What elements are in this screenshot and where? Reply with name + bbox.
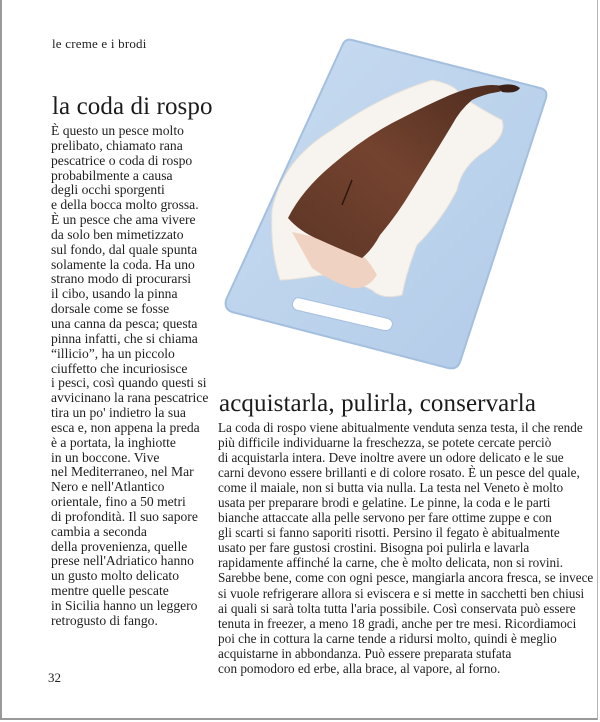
text-line: ciuffetto che incuriosisce xyxy=(51,360,188,376)
text-line: sul fondo, dal quale spunta xyxy=(51,241,198,257)
text-line: della provenienza, quelle xyxy=(51,538,188,554)
page-number: 32 xyxy=(48,670,61,685)
text-line: prelibato, chiamato rana xyxy=(51,137,183,153)
text-line: È un pesce che ama vivere xyxy=(51,212,196,228)
text-line: è a portata, la inghiotte xyxy=(51,434,176,450)
text-line: acquistarne in abbondanza. Può essere preparata stufata xyxy=(218,645,512,661)
text-line: dorsale come se fosse xyxy=(51,301,170,317)
text-line: di acquistarla intera. Deve inoltre avere un odore delicato e le sue xyxy=(218,450,564,466)
text-line: ai quali si sarà tolta tutta l'aria possibile. Così conservata può essere xyxy=(218,600,576,616)
sidebar-paragraph xyxy=(51,124,211,629)
text-line: La coda di rospo viene abitualmente venduta senza testa, il che rende xyxy=(218,420,583,435)
text-line: in un boccone. Vive xyxy=(51,449,160,465)
text-line: il cibo, usando la pinna xyxy=(51,286,178,302)
text-line: e della bocca molto grossa. xyxy=(51,197,199,213)
text-line: “illicio”, ha un piccolo xyxy=(51,345,175,361)
text-line: con pomodoro ed erbe, alla brace, al vapore, al forno. xyxy=(218,660,501,676)
cutting-board-illustration xyxy=(202,0,600,380)
text-line: un gusto molto delicato xyxy=(51,568,179,584)
text-line: orientale, fino a 50 metri xyxy=(51,494,186,510)
text-line: tenuta in freezer, a meno 18 gradi, anche per tre mesi. Ricordiamoci xyxy=(218,615,577,631)
section-paragraph xyxy=(218,420,598,676)
text-line: pinna infatti, che si chiama xyxy=(51,330,198,346)
text-line: cambia a seconda xyxy=(51,523,147,539)
section-title: acquistarla, pulirla, conservarla xyxy=(219,390,537,417)
text-line: Nero e nell'Atlantico xyxy=(51,479,165,495)
text-line: in Sicilia hanno un leggero xyxy=(51,598,198,613)
text-line: tira un po' indietro la sua xyxy=(51,405,186,421)
text-line: come il maiale, non si butta via nulla. La testa nel Veneto è molto xyxy=(218,480,564,496)
text-line: solamente la coda. Ha uno xyxy=(51,256,195,272)
text-line: usata per preparare brodi e gelatine. Le pinne, la coda e le parti xyxy=(218,495,551,511)
text-line: una canna da pesca; questa xyxy=(51,315,198,331)
text-line: di profondità. Il suo sapore xyxy=(51,508,198,524)
text-line: bianche attaccate alla pelle servono per fare ottime zuppe e con xyxy=(218,510,552,526)
text-line: retrogusto di fango. xyxy=(51,612,158,628)
text-line: probabilmente a causa xyxy=(51,167,173,183)
text-line: strano modo di procurarsi xyxy=(51,271,192,287)
text-line: avvicinano la rana pescatrice xyxy=(51,390,209,406)
text-line: nel Mediterraneo, nel Mar xyxy=(51,464,194,480)
text-line: mentre quelle pescate xyxy=(51,583,169,599)
text-line: si vuole refrigerare allora si eviscera e si mette in sacchetti ben chiusi xyxy=(218,585,585,601)
text-line: più difficile individuarne la freschezza, se potete cercate perciò xyxy=(218,435,552,451)
text-line: i pesci, così quando questi si xyxy=(51,375,207,391)
text-line: carni devono essere brillanti e di colore rosato. È un pesce del quale, xyxy=(218,465,580,481)
text-line: pescatrice o coda di rospo xyxy=(51,152,193,168)
running-head: le creme e i brodi xyxy=(52,36,147,51)
monkfish-photo xyxy=(202,0,600,380)
text-line: poi che in cottura la carne tende a ridursi molto, quindi è meglio xyxy=(218,630,557,646)
text-line: esca e, non appena la preda xyxy=(51,419,200,435)
text-line: Sarebbe bene, come con ogni pesce, mangiarla ancora fresca, se invece xyxy=(218,570,594,586)
sidebar-title: la coda di rospo xyxy=(52,93,213,120)
text-line: prese nell'Adriatico hanno xyxy=(51,553,194,569)
text-line: da solo ben mimetizzato xyxy=(51,226,184,242)
text-line: rapidamente affinché la carne, che è molto delicata, non si rovini. xyxy=(218,555,564,571)
text-line: usato per fare gustosi crostini. Bisogna poi pulirla e lavarla xyxy=(218,540,530,556)
text-line: gli scarti si fanno saporiti risotti. Persino il fegato è abitualmente xyxy=(218,525,560,541)
text-line: È questo un pesce molto xyxy=(51,123,184,138)
text-line: degli occhi sporgenti xyxy=(51,182,165,198)
